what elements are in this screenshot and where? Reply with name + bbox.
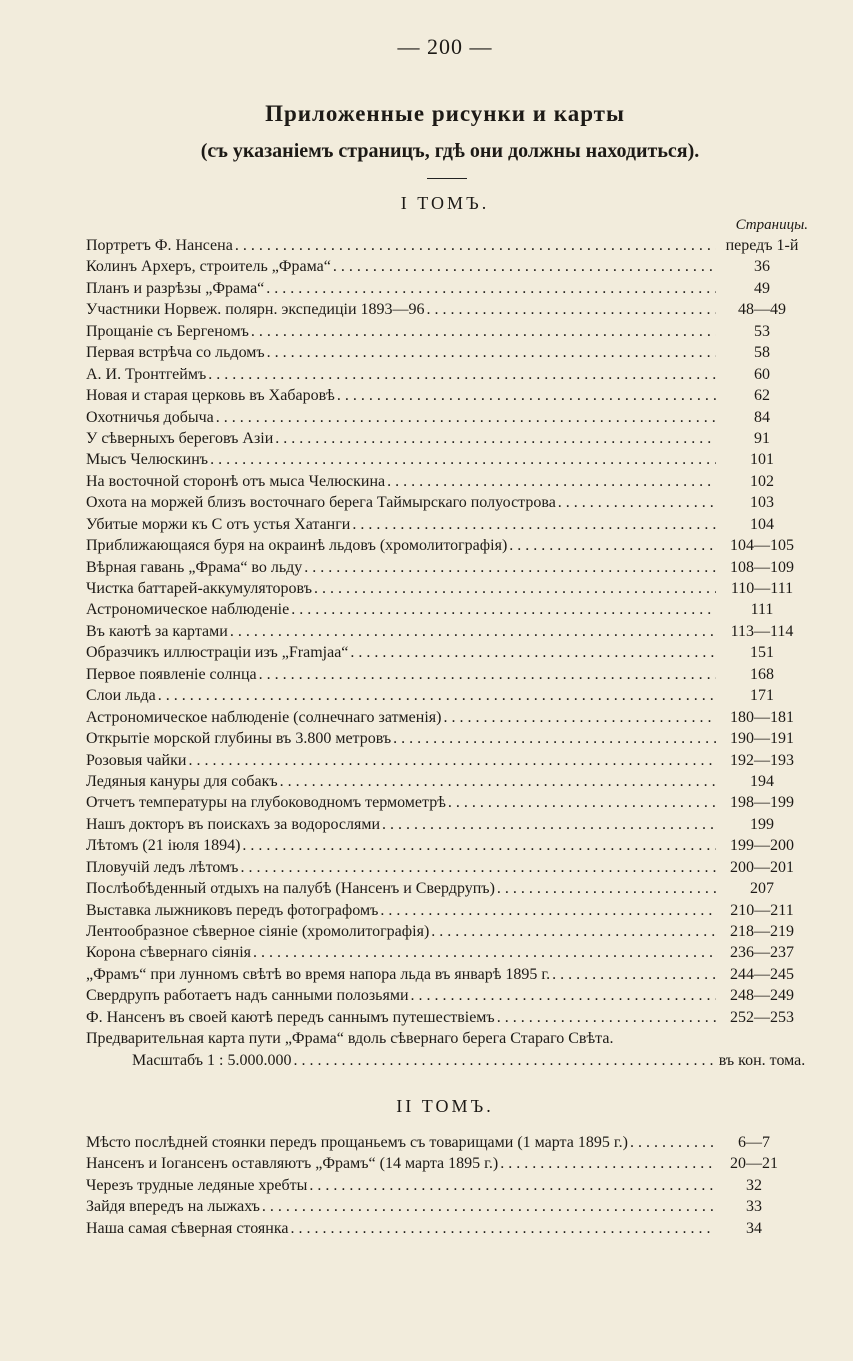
dot-leader [251,942,716,963]
entry-title: Свердрупъ работаетъ надъ санными полозьями [86,987,409,1005]
entry-title: Первая встрѣча со льдомъ [86,344,265,362]
entry-title: Планъ и разрѣзы „Фрама“ [86,279,265,297]
entry-pages: 151 [750,644,774,662]
dot-leader [265,342,716,363]
dot-leader [378,900,716,921]
entry-title: Колинъ Археръ, строитель „Фрама“ [86,258,331,276]
list-item [86,1218,794,1239]
entry-title: Черезъ трудные ледяные хребты [86,1176,308,1194]
entry-title: Лѣтомъ (21 іюля 1894) [86,837,241,855]
entry-pages: 84 [754,408,770,426]
dot-leader [350,514,716,535]
dot-leader [441,707,716,728]
entry-title: Убитые моржи къ С отъ устья Хатанги [86,515,351,533]
list-item [86,278,808,299]
entry-pages: 20—21 [730,1155,778,1173]
list-item [86,364,808,385]
dot-leader [302,557,716,578]
list-item [86,835,808,856]
entry-title: Пловучій ледъ лѣтомъ [86,858,239,876]
entry-pages: 58 [754,344,770,362]
pages-column-header: Страницы. [735,217,808,233]
entry-title: Вѣрная гавань „Фрама“ во льду [86,558,303,576]
entry-pages: 103 [750,494,774,512]
entry-pages: 111 [750,601,774,619]
list-item [86,449,808,470]
page-subtitle: (съ указаніемъ страницъ, гдѣ они должны находиться). [200,140,700,162]
dot-leader [628,1132,714,1153]
list-item [86,535,808,556]
entry-title: Приближающаяся буря на окраинѣ льдовъ (хромолитографія) [86,537,508,555]
entry-title: Выставка лыжниковъ передъ фотографомъ [86,901,379,919]
entry-title: Охотничья добыча [86,408,214,426]
entry-pages: 62 [754,387,770,405]
list-item [86,1132,794,1153]
entry-title: Слои льда [86,687,156,705]
list-item [86,557,808,578]
dot-leader [233,235,716,256]
dot-leader [425,299,716,320]
entry-pages: 34 [746,1219,762,1237]
entry-title: Образчикъ иллюстраціи изъ „Framjaa“ [86,644,349,662]
dot-leader [335,385,716,406]
dot-leader [550,964,716,985]
entry-title: Зайдя впередъ на лыжахъ [86,1198,260,1216]
page-title: Приложенные рисунки и карты [265,101,625,126]
list-item [86,900,808,921]
list-item [86,878,808,899]
entry-pages: 102 [750,472,774,490]
entry-title: Первое появленіе солнца [86,665,257,683]
entry-pages: 190—191 [730,730,794,748]
volume-1-heading: I ТОМЪ. [400,193,490,213]
dot-leader [257,664,716,685]
dot-leader [249,321,716,342]
entry-pages: 192—193 [730,751,794,769]
volume-1-list [86,235,808,1071]
list-item [86,921,808,942]
list-item [86,750,808,771]
dot-leader [214,407,716,428]
entry-title: Новая и старая церковь въ Хабаровѣ [86,387,335,405]
entry-pages: 60 [754,365,770,383]
list-item [86,814,808,835]
list-item [86,642,808,663]
dot-leader [289,599,716,620]
dot-leader [348,642,716,663]
entry-pages: 110—111 [730,580,794,597]
entry-pages: 244—245 [730,965,794,983]
entry-title: Охота на моржей близъ восточнаго берега Таймырскаго полуострова [86,494,556,512]
entry-title: Участники Норвеж. полярн. экспедиціи 1893—96 [86,301,425,319]
dot-leader [186,750,716,771]
entry-pages: 104—105 [730,537,794,555]
entry-title: А. И. Тронтгеймъ [86,365,207,383]
dot-leader [208,449,716,470]
list-item [86,578,808,599]
entry-title: Предварительная карта пути „Фрама“ вдоль сѣвернаго берега Стараго Свѣта. [86,1030,614,1048]
entry-pages: 199 [750,815,774,833]
entry-pages: 194 [750,772,774,790]
entry-pages: 32 [746,1176,762,1194]
entry-pages: 252—253 [730,1008,794,1026]
volume-2-heading: II ТОМЪ. [396,1096,494,1116]
entry-pages: 171 [750,687,774,705]
list-item [86,1007,808,1028]
entry-title: Отчетъ температуры на глубоководномъ термометрѣ [86,794,446,812]
entry-title: Ф. Нансенъ въ своей каютѣ передъ саннымъ путешествіемъ [86,1008,495,1026]
entry-title: Открытіе морской глубины въ 3.800 метровъ [86,730,392,748]
dot-leader [273,428,716,449]
list-item [86,471,808,492]
volume-2-list [86,1132,794,1239]
dot-leader [240,835,716,856]
entry-title: Астрономическое наблюденіе [86,601,290,619]
page-number: — 200 — [397,34,493,59]
list-item [86,771,808,792]
list-item [86,942,808,963]
entry-pages: 200—201 [730,858,794,876]
dot-leader [228,621,716,642]
dot-leader [380,814,716,835]
dot-leader [206,364,716,385]
dot-leader [278,771,716,792]
list-item [86,707,808,728]
entry-title: У сѣверныхъ береговъ Азіи [86,429,274,447]
list-item [86,407,808,428]
dot-leader [312,578,716,599]
list-item [86,621,808,642]
list-item [86,599,808,620]
dot-leader [409,985,716,1006]
list-item [86,235,808,256]
entry-pages: 207 [750,880,774,898]
dot-leader [556,492,716,513]
entry-title: Масштабъ 1 : 5.000.000 [132,1051,292,1069]
entry-pages: 236—237 [730,944,794,962]
list-item [86,1153,794,1174]
dot-leader [507,535,716,556]
title-divider [427,178,467,179]
entry-title: Астрономическое наблюденіе (солнечнаго затменія) [86,708,442,726]
entry-pages: 108—109 [730,558,794,576]
dot-leader [495,1007,716,1028]
list-item [86,256,808,277]
list-item [86,342,808,363]
entry-pages: 248—249 [730,987,794,1005]
entry-title: Лентообразное сѣверное сіяніе (хромолитографія) [86,923,430,940]
entry-pages: передъ 1-й [725,237,799,254]
entry-pages: 168 [750,665,774,683]
entry-title: На восточной сторонѣ отъ мыса Челюскина [86,472,386,490]
dot-leader [156,685,716,706]
list-item [86,1175,794,1196]
entry-pages: 199—200 [730,837,794,855]
entry-title: Розовыя чайки [86,751,187,769]
entry-title: Мысъ Челюскинъ [86,451,209,469]
entry-pages: 36 [754,258,770,276]
entry-pages: 198—199 [730,794,794,812]
entry-pages: 6—7 [738,1134,770,1151]
entry-pages: 104 [750,515,774,533]
dot-leader [264,278,716,299]
list-item [86,492,808,513]
entry-title: Прощаніе съ Бергеномъ [86,322,249,340]
entry-title: Нансенъ и Іогансенъ оставляютъ „Фрамъ“ (14 марта 1895 г.) [86,1155,499,1173]
list-item [86,385,808,406]
dot-leader [260,1196,714,1217]
dot-leader [391,728,716,749]
list-item [86,985,808,1006]
entry-title: Нашъ докторъ въ поискахъ за водорослями [86,815,381,833]
entry-title: Портретъ Ф. Нансена [86,237,233,254]
entry-pages: 210—211 [730,901,794,919]
entry-title: Чистка баттарей-аккумуляторовъ [86,580,312,597]
list-item [86,728,808,749]
list-item [86,1196,794,1217]
entry-pages: 218—219 [730,923,794,940]
list-item [86,514,808,535]
entry-pages: 91 [754,429,770,447]
entry-pages: 48—49 [738,301,786,319]
list-item [86,299,808,320]
list-item [86,685,808,706]
list-item [86,321,808,342]
dot-leader [238,857,716,878]
entry-title: Корона сѣвернаго сіянія [86,944,251,962]
entry-pages: 113—114 [730,622,794,640]
entry-pages: 49 [754,279,770,297]
list-item [86,428,808,449]
dot-leader [292,1050,717,1071]
entry-pages: 101 [750,451,774,469]
entry-title: Ледяныя кануры для собакъ [86,772,278,790]
list-item [86,1050,808,1071]
dot-leader [331,256,716,277]
list-item [86,857,808,878]
list-item [86,1028,808,1049]
dot-leader [288,1218,714,1239]
entry-title: Наша самая сѣверная стоянка [86,1219,289,1237]
entry-title: Послѣобѣденный отдыхъ на палубѣ (Нансенъ и Свердрупъ) [86,880,495,898]
entry-pages: въ кон. тома. [718,1051,806,1069]
entry-pages: 180—181 [730,708,794,726]
entry-title: Мѣсто послѣдней стоянки передъ прощаньемъ съ товарищами (1 марта 1895 г.) [86,1134,628,1151]
dot-leader [429,921,716,942]
dot-leader [498,1153,714,1174]
entry-pages: 53 [754,322,770,340]
list-item [86,792,808,813]
dot-leader [307,1175,714,1196]
dot-leader [385,471,716,492]
entry-pages: 33 [746,1198,762,1216]
dot-leader [446,792,716,813]
list-item [86,964,808,985]
entry-title: Въ каютѣ за картами [86,622,228,640]
dot-leader [495,878,716,899]
list-item [86,664,808,685]
entry-title: „Фрамъ“ при лунномъ свѣтѣ во время напора льда въ январѣ 1895 г. [86,965,551,983]
